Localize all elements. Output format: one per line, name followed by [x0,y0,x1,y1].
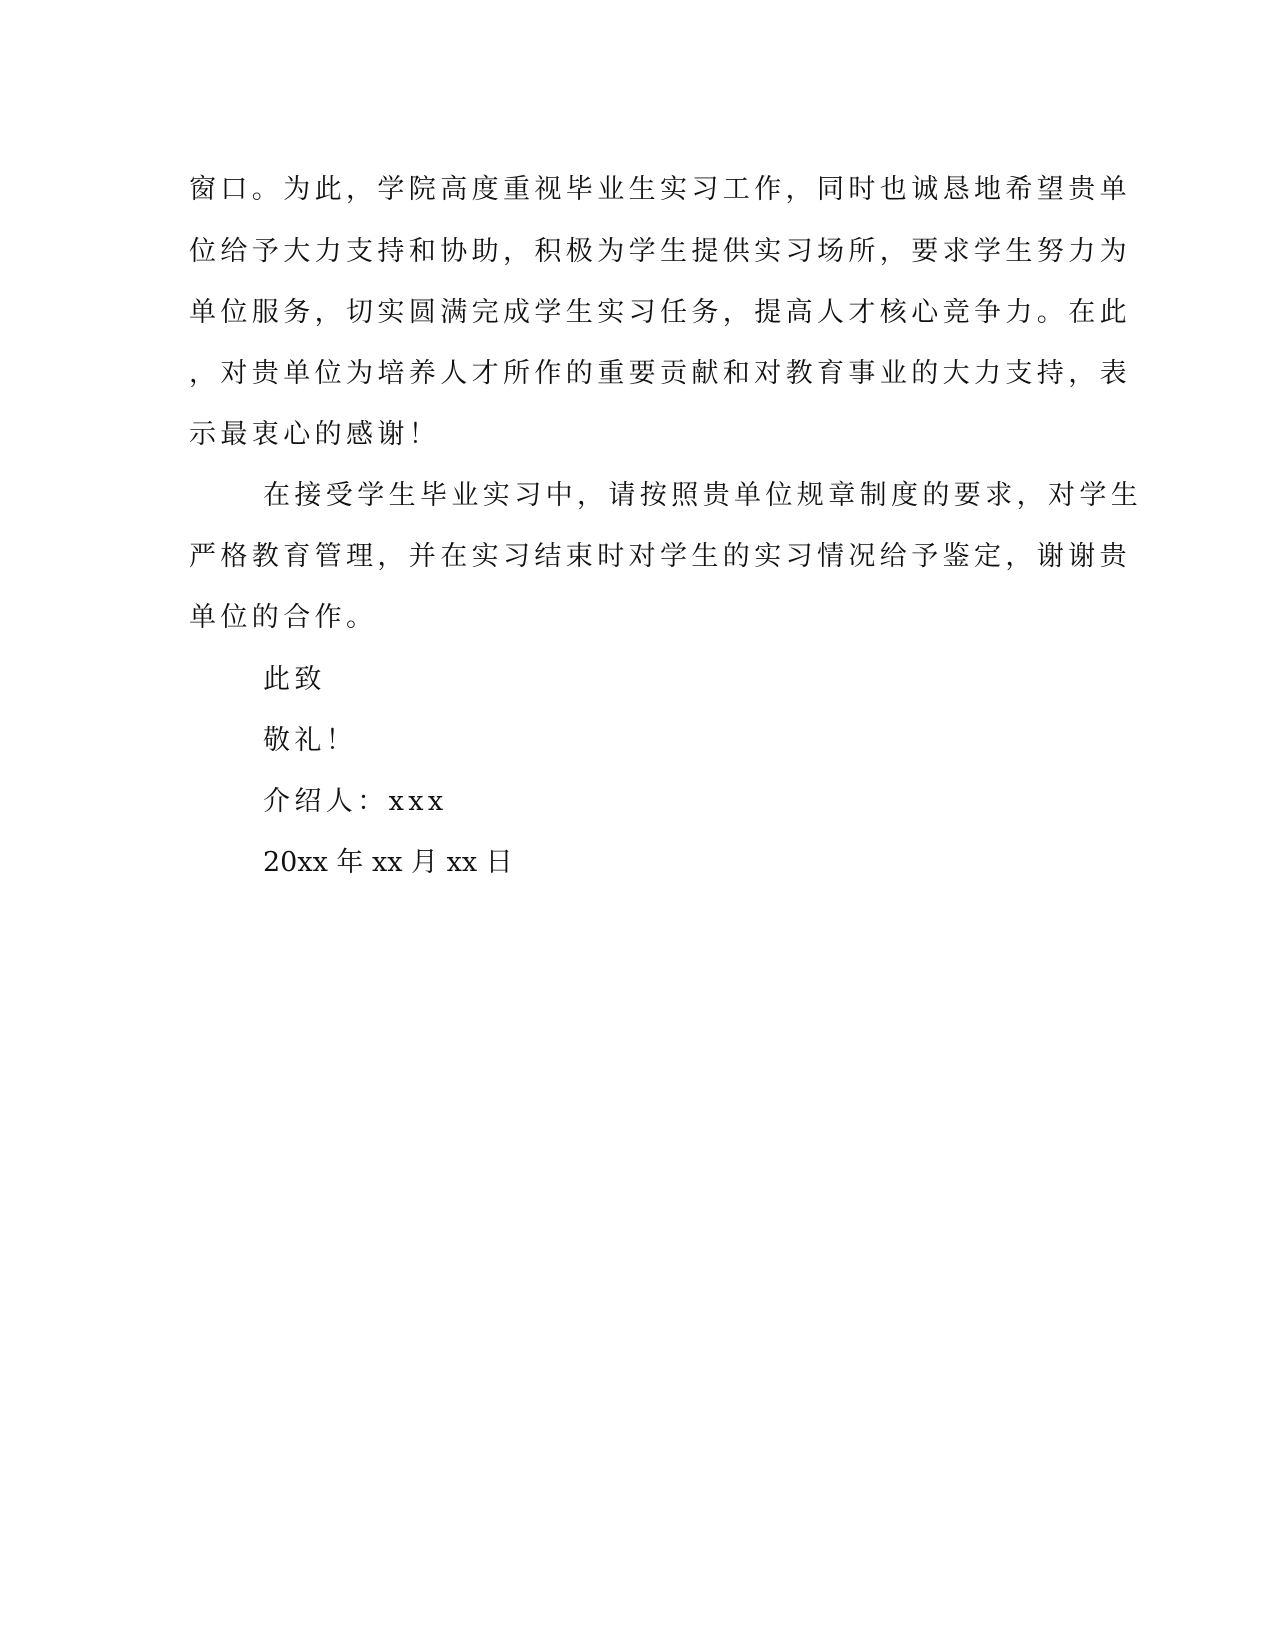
paragraph1-line-1: 窗口。为此，学院高度重视毕业生实习工作，同时也诚恳地希望贵单 [189,174,1131,205]
paragraph1-line-3: 单位服务，切实圆满完成学生实习任务，提高人才核心竞争力。在此 [189,297,1131,328]
paragraph2-line-1: 在接受学生毕业实习中，请按照贵单位规章制度的要求，对学生 [263,480,1143,511]
date-line: 20xx 年 xx 月 xx 日 [263,847,513,878]
paragraph1-line-5: 示最衷心的感谢！ [189,419,441,450]
paragraph2-line-3: 单位的合作。 [189,602,378,633]
paragraph1-line-2: 位给予大力支持和协助，积极为学生提供实习场所，要求学生努力为 [189,236,1131,267]
closing-salutation-1: 此致 [263,664,326,695]
paragraph1-line-4: ，对贵单位为培养人才所作的重要贡献和对教育事业的大力支持，表 [189,358,1131,389]
closing-salutation-2: 敬礼！ [263,725,358,756]
paragraph2-line-2: 严格教育管理，并在实习结束时对学生的实习情况给予鉴定，谢谢贵 [189,541,1131,572]
introducer-line: 介绍人：xxx [263,786,448,817]
